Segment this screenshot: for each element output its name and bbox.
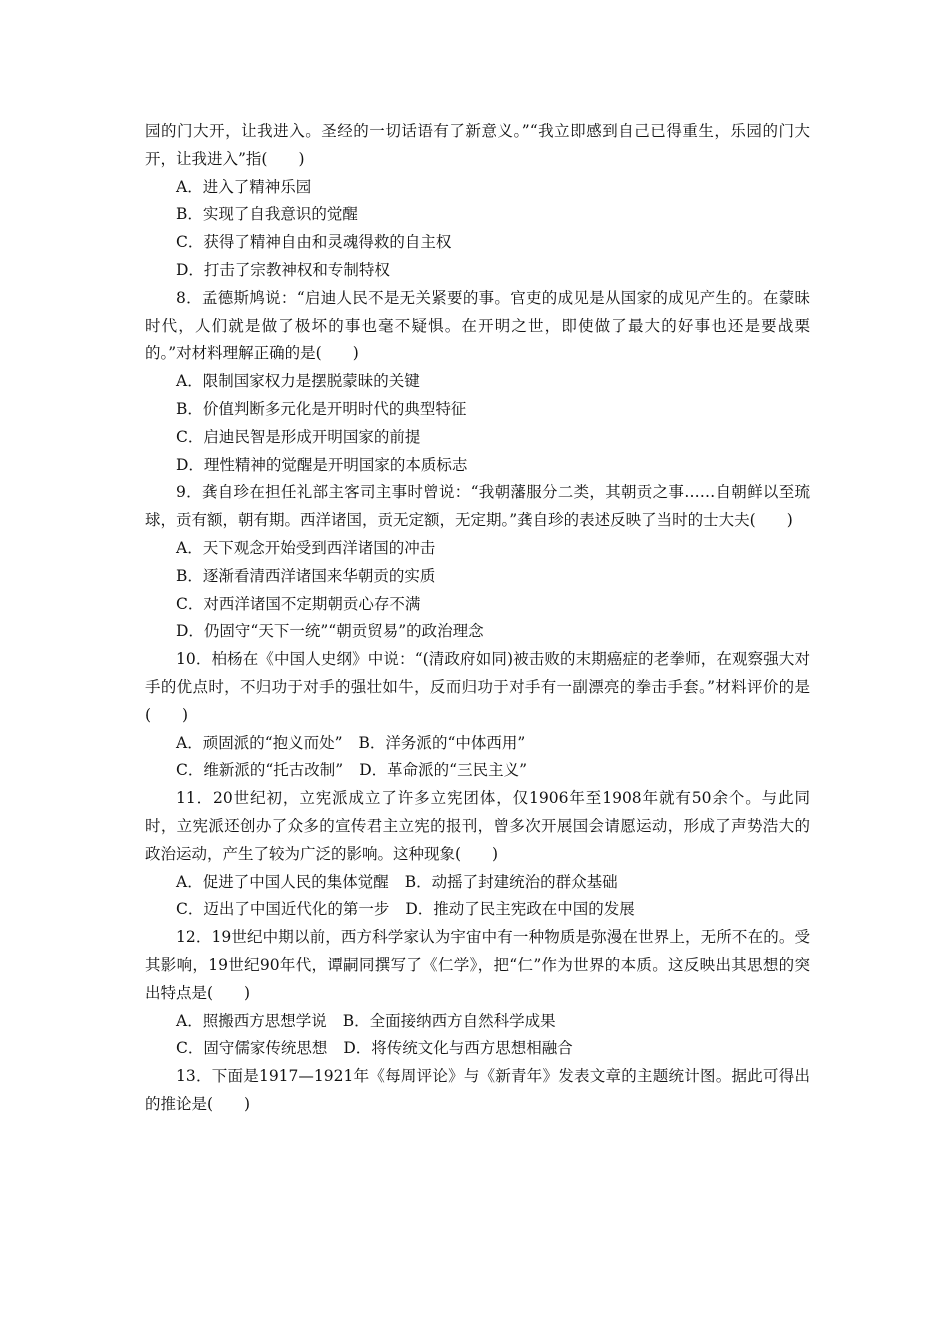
q9-option-b: B．逐渐看清西洋诸国来华朝贡的实质 — [176, 566, 436, 585]
q13-stem: 13．下面是1917—1921年《每周评论》与《新青年》发表文章的主题统计图。据此可得出的推论是( ) — [145, 1067, 810, 1113]
q12-option-d: D．将传统文化与西方思想相融合 — [343, 1039, 573, 1058]
q11-options-row-1 — [145, 869, 810, 897]
q8-option-c: C．启迪民智是形成开明国家的前提 — [176, 427, 421, 446]
q8-option-d: D．理性精神的觉醒是开明国家的本质标志 — [176, 455, 468, 474]
q7-option-b: B．实现了自我意识的觉醒 — [176, 205, 358, 224]
exam-page — [145, 118, 810, 1119]
q11-option-c: C．迈出了中国近代化的第一步 — [176, 900, 390, 919]
q11-stem: 11．20世纪初，立宪派成立了许多立宪团体，仅1906年至1908年就有50余个。与此同时，立宪派还创办了众多的宣传君主立宪的报刊，曾多次开展国会请愿运动，形成了声势浩大的政治运动，产生了较为广泛的影响。这种现象( ) — [145, 789, 810, 863]
q9-option-d: D．仍固守“天下一统”“朝贡贸易”的政治理念 — [176, 622, 484, 641]
q10-option-c: C．维新派的“托古改制” — [176, 761, 344, 780]
q12-option-b: B．全面接纳西方自然科学成果 — [342, 1011, 556, 1030]
q7-option-a: A．进入了精神乐园 — [176, 177, 312, 196]
q7-stem: 园的门大开，让我进入。圣经的一切话语有了新意义。”“我立即感到自己已得重生，乐园的门大开，让我进入”指( ) — [145, 122, 810, 168]
q10-option-d: D．革命派的“三民主义” — [359, 761, 527, 780]
q9-option-a: A．天下观念开始受到西洋诸国的冲击 — [176, 538, 436, 557]
q10-stem: 10．柏杨在《中国人史纲》中说：“(清政府如同)被击败的末期癌症的老拳师，在观察强大对手的优点时，不归功于对手的强壮如牛，反而归功于对手有一副漂亮的拳击手套。”材料评价的是( ) — [145, 650, 810, 724]
q10-options-row-1 — [145, 730, 810, 758]
q8-option-a: A．限制国家权力是摆脱蒙昧的关键 — [176, 372, 420, 391]
q12-options-row-1 — [145, 1008, 810, 1036]
q12-option-c: C．固守儒家传统思想 — [176, 1039, 328, 1058]
q10-option-b: B．洋务派的“中体西用” — [358, 733, 526, 752]
q8-stem: 8．孟德斯鸠说：“启迪人民不是无关紧要的事。官吏的成见是从国家的成见产生的。在蒙昧时代，人们就是做了极坏的事也毫不疑惧。在开明之世，即使做了最大的好事也还是要战栗的。”对材料理解正确的是( ) — [145, 288, 810, 363]
q11-option-d: D．推动了民主宪政在中国的发展 — [405, 900, 635, 919]
q10-option-a: A．顽固派的“抱义而处” — [176, 733, 343, 752]
q9-option-c: C．对西洋诸国不定期朝贡心存不满 — [176, 594, 421, 613]
q12-options-row-2 — [145, 1035, 810, 1063]
q9-stem: 9．龚自珍在担任礼部主客司主事时曾说：“我朝藩服分二类，其朝贡之事……自朝鲜以至琉球，贡有额，朝有期。西洋诸国，贡无定额，无定期。”龚自珍的表述反映了当时的士大夫( ) — [145, 483, 810, 530]
q10-options-row-2 — [145, 757, 810, 785]
q11-options-row-2 — [145, 896, 810, 924]
q11-option-a: A．促进了中国人民的集体觉醒 — [176, 872, 389, 891]
q11-option-b: B．动摇了封建统治的群众基础 — [404, 872, 618, 891]
q8-option-b: B．价值判断多元化是开明时代的典型特征 — [176, 399, 467, 418]
q7-option-c: C．获得了精神自由和灵魂得救的自主权 — [176, 233, 452, 252]
q12-option-a: A．照搬西方思想学说 — [176, 1011, 327, 1030]
q12-stem: 12．19世纪中期以前，西方科学家认为宇宙中有一种物质是弥漫在世界上，无所不在的。受其影响，19世纪90年代，谭嗣同撰写了《仁学》，把“仁”作为世界的本质。这反映出其思想的突出特点是( ) — [145, 928, 810, 1002]
q7-option-d: D．打击了宗教神权和专制特权 — [176, 260, 390, 279]
